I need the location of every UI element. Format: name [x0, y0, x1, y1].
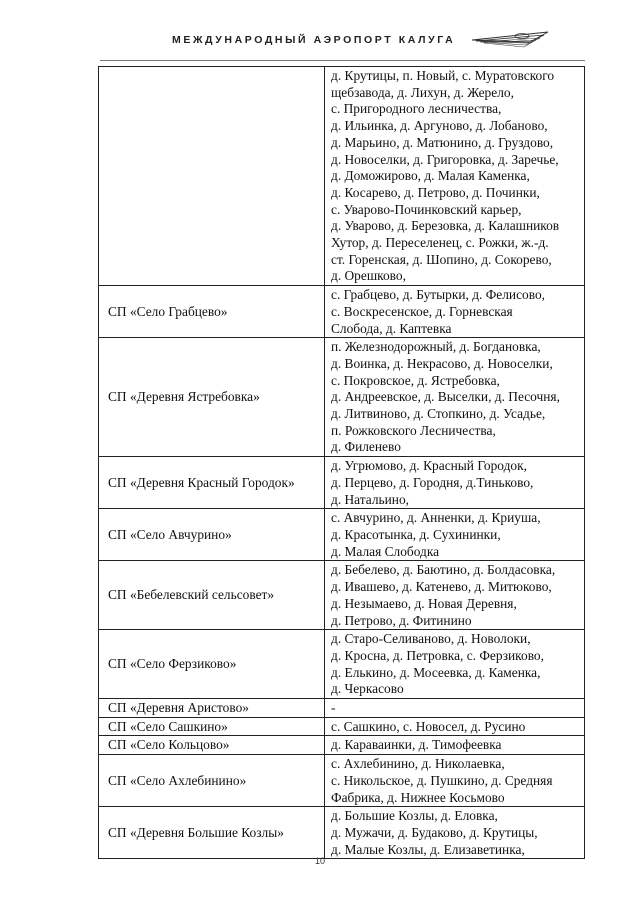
settlement-name-cell: СП «Деревня Красный Городок» — [99, 457, 325, 509]
villages-cell — [325, 717, 585, 736]
village-line: д. Воинка, д. Некрасово, д. Новоселки, — [331, 355, 553, 371]
table-row — [99, 717, 585, 736]
villages-cell — [325, 630, 585, 699]
village-line: ст. Горенская, д. Шопино, д. Сокорево, — [331, 251, 552, 267]
table-row — [99, 561, 585, 630]
village-line: д. Ильинка, д. Аргуново, д. Лобаново, — [331, 118, 548, 134]
village-line: Фабрика, д. Нижнее Косьмово — [331, 789, 505, 805]
village-line: с. Пригородного лесничества, — [331, 101, 502, 117]
village-line: д. Елькино, д. Мосеевка, д. Каменка, — [331, 664, 541, 680]
settlement-name-cell: СП «Село Ферзиково» — [99, 630, 325, 699]
village-line: д. Косарево, д. Петрово, д. Починки, — [331, 184, 540, 200]
village-line: д. Черкасово — [331, 681, 404, 697]
village-line: д. Мужачи, д. Будаково, д. Крутицы, — [331, 824, 538, 840]
village-line: д. Бебелево, д. Баютино, д. Болдасовка, — [331, 562, 556, 578]
table-row — [99, 755, 585, 807]
villages-cell — [325, 807, 585, 859]
table-row — [99, 338, 585, 457]
table-row — [99, 286, 585, 338]
table-row — [99, 736, 585, 755]
village-line: Слобода, д. Каптевка — [331, 320, 452, 336]
village-line: д. Ивашево, д. Катенево, д. Митюково, — [331, 579, 552, 595]
village-line: д. Петрово, д. Фитинино — [331, 612, 472, 628]
villages-cell — [325, 699, 585, 718]
settlement-name-cell: СП «Село Грабцево» — [99, 286, 325, 338]
header-divider — [100, 60, 585, 61]
village-line: д. Караваинки, д. Тимофеевка — [331, 737, 502, 753]
village-line: д. Угрюмово, д. Красный Городок, — [331, 458, 527, 474]
village-line: д. Перцево, д. Городня, д.Тиньково, — [331, 474, 534, 490]
villages-cell — [325, 286, 585, 338]
page-number: 10 — [314, 856, 325, 866]
table-row — [99, 807, 585, 859]
village-line: с. Авчурино, д. Анненки, д. Криуша, — [331, 510, 541, 526]
table-row — [99, 699, 585, 718]
settlement-name-cell: СП «Деревня Аристово» — [99, 699, 325, 718]
village-line: д. Большие Козлы, д. Еловка, — [331, 808, 498, 824]
villages-cell — [325, 755, 585, 807]
settlements-table — [98, 66, 585, 859]
village-line: п. Железнодорожный, д. Богдановка, — [331, 339, 541, 355]
village-line: д. Новоселки, д. Григоровка, д. Заречье, — [331, 151, 559, 167]
table-row — [99, 67, 585, 286]
villages-cell — [325, 457, 585, 509]
village-line: с. Сашкино, с. Новосел, д. Русино — [331, 718, 526, 734]
village-line: с. Ахлебинино, д. Николаевка, — [331, 756, 505, 772]
settlement-name-cell: СП «Бебелевский сельсовет» — [99, 561, 325, 630]
settlement-name-cell: СП «Село Кольцово» — [99, 736, 325, 755]
village-line: - — [331, 700, 336, 716]
village-line: д. Малые Козлы, д. Елизаветинка, — [331, 841, 525, 857]
village-line: д. Доможирово, д. Малая Каменка, — [331, 168, 530, 184]
village-line: д. Малая Слободка — [331, 543, 440, 559]
village-line: д. Незымаево, д. Новая Деревня, — [331, 595, 517, 611]
settlement-name-cell: СП «Село Ахлебинино» — [99, 755, 325, 807]
villages-cell — [325, 338, 585, 457]
village-line: д. Литвиново, д. Стопкино, д. Усадье, — [331, 406, 546, 422]
village-line: с. Никольское, д. Пушкино, д. Средняя — [331, 772, 553, 788]
settlement-name-cell: СП «Село Сашкино» — [99, 717, 325, 736]
villages-cell — [325, 509, 585, 561]
village-line: д. Старо-Селиваново, д. Новолоки, — [331, 631, 531, 647]
table-row — [99, 630, 585, 699]
villages-cell — [325, 561, 585, 630]
village-line: п. Рожковского Лесничества, — [331, 422, 496, 438]
village-line: д. Натальино, — [331, 491, 410, 507]
settlement-name-cell: СП «Деревня Ястребовка» — [99, 338, 325, 457]
village-line: Хутор, д. Переселенец, с. Рожки, ж.-д. — [331, 235, 549, 251]
settlement-name-cell: СП «Село Авчурино» — [99, 509, 325, 561]
village-line: д. Красотынка, д. Сухининки, — [331, 526, 501, 542]
village-line: щебзавода, д. Лихун, д. Жерело, — [331, 84, 514, 100]
village-line: д. Крутицы, п. Новый, с. Муратовского — [331, 68, 555, 83]
airport-wing-logo-icon — [470, 28, 550, 52]
settlement-name-cell: СП «Деревня Большие Козлы» — [99, 807, 325, 859]
village-line: д. Уварово, д. Березовка, д. Калашников — [331, 218, 560, 234]
village-line: с. Грабцево, д. Бутырки, д. Фелисово, — [331, 287, 545, 303]
village-line: д. Марьино, д. Матюнино, д. Груздово, — [331, 134, 554, 150]
table-row — [99, 457, 585, 509]
village-line: д. Андреевское, д. Выселки, д. Песочня, — [331, 389, 560, 405]
header-title: МЕЖДУНАРОДНЫЙ АЭРОПОРТ КАЛУГА — [172, 34, 456, 46]
villages-cell — [325, 736, 585, 755]
village-line: д. Филенево — [331, 439, 401, 455]
village-line: д. Орешково, — [331, 268, 406, 284]
village-line: с. Воскресенское, д. Горневская — [331, 303, 513, 319]
village-line: с. Покровское, д. Ястребовка, — [331, 372, 500, 388]
table-row — [99, 509, 585, 561]
village-line: д. Кросна, д. Петровка, с. Ферзиково, — [331, 647, 544, 663]
settlement-name-cell — [99, 67, 325, 286]
village-line: с. Уварово-Починковский карьер, — [331, 201, 522, 217]
villages-cell — [325, 67, 585, 286]
